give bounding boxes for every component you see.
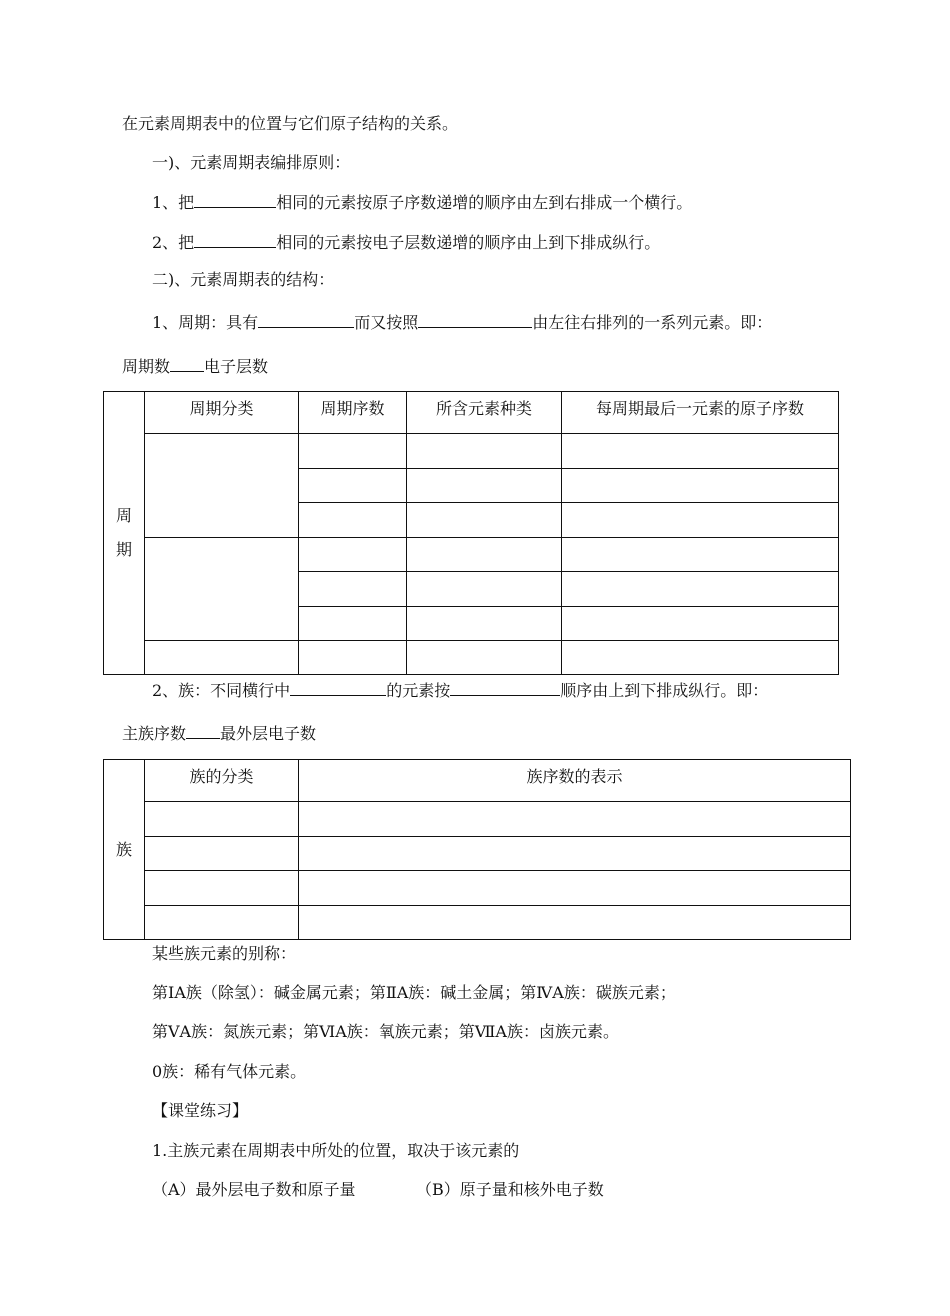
group-cell[interactable] [145,906,299,940]
period-cell[interactable] [562,572,839,607]
group-side-label: 族 [115,839,132,859]
period-cell[interactable] [407,469,562,503]
group-blank-2[interactable] [450,679,560,696]
period-cell[interactable] [299,469,407,503]
period-cell[interactable] [299,503,407,538]
period-cell[interactable] [407,572,562,607]
period-class-cell[interactable] [145,641,299,675]
rule2-prefix: 2、把 [152,233,195,252]
period-side-label: 周期 [115,506,132,559]
group-header-notation: 族序数的表示 [299,760,851,802]
period-header-last-atomic-number: 每周期最后一元素的原子序数 [562,392,839,434]
period-header-number: 周期序数 [299,392,407,434]
period-eq-blank[interactable] [170,355,204,372]
period-cell[interactable] [562,538,839,572]
rule1-blank[interactable] [194,191,276,208]
intro-text: 在元素周期表中的位置与它们原子结构的关系。 [122,114,459,133]
group-equation [122,722,316,744]
group-eq-right: 最外层电子数 [220,724,317,743]
period-def-part-a: 1、周期：具有 [152,313,259,332]
period-cell[interactable] [562,503,839,538]
period-cell[interactable] [562,641,839,675]
period-definition-line [152,311,772,333]
group-eq-blank[interactable] [186,722,220,739]
period-class-cell[interactable] [145,538,299,641]
group-cell[interactable] [299,906,851,940]
section2-heading: 二)、元素周期表的结构： [152,270,335,289]
period-cell[interactable] [562,469,839,503]
group-cell[interactable] [145,802,299,837]
period-cell[interactable] [407,538,562,572]
period-blank-2[interactable] [418,311,532,328]
period-side-cell [104,392,145,675]
group-cell[interactable] [299,802,851,837]
period-def-part-c: 由左往右排列的一系列元素。即： [532,313,773,332]
rule1-prefix: 1、把 [152,193,195,212]
period-cell[interactable] [299,434,407,469]
rule1-line [152,191,692,213]
practice-question-1: 1.主族元素在周期表中所处的位置，取决于该元素的 [152,1141,520,1160]
practice-option-a[interactable]: （A）最外层电子数和原子量 [152,1180,356,1199]
period-class-cell[interactable] [145,434,299,538]
period-blank-1[interactable] [258,311,354,328]
rule2-suffix: 相同的元素按电子层数递增的顺序由上到下排成纵行。 [276,233,661,252]
group-header-classification: 族的分类 [145,760,299,802]
rule1-suffix: 相同的元素按原子序数递增的顺序由左到右排成一个横行。 [276,193,693,212]
period-equation [122,355,268,377]
group-def-part-b: 的元素按 [386,681,451,700]
group-cell[interactable] [299,837,851,871]
period-cell[interactable] [562,607,839,641]
group-cell[interactable] [145,837,299,871]
period-cell[interactable] [562,434,839,469]
period-cell[interactable] [299,641,407,675]
period-cell[interactable] [299,572,407,607]
rule2-blank[interactable] [194,231,276,248]
group-side-cell [104,760,145,940]
group-cell[interactable] [145,871,299,906]
period-cell[interactable] [407,503,562,538]
aliases-line-3: 0族：稀有气体元素。 [152,1062,307,1081]
period-cell[interactable] [407,641,562,675]
aliases-line-1: 第ⅠA族（除氢）：碱金属元素；第ⅡA族：碱土金属；第ⅣA族：碳族元素； [152,983,676,1002]
group-def-part-a: 2、族：不同横行中 [152,681,291,700]
section1-heading: 一)、元素周期表编排原则： [152,153,351,172]
period-eq-left: 周期数 [122,357,171,376]
aliases-line-2: 第ⅤA族：氮族元素；第ⅥA族：氧族元素；第ⅦA族：卤族元素。 [152,1022,619,1041]
period-cell[interactable] [407,434,562,469]
group-blank-1[interactable] [290,679,386,696]
aliases-heading: 某些族元素的别称： [152,944,297,963]
period-def-part-b: 而又按照 [354,313,419,332]
group-eq-left: 主族序数 [122,724,187,743]
period-header-classification: 周期分类 [145,392,299,434]
practice-option-b[interactable]: （B）原子量和核外电子数 [416,1180,604,1199]
group-cell[interactable] [299,871,851,906]
period-header-element-count: 所含元素种类 [407,392,562,434]
period-table [103,391,839,675]
period-cell[interactable] [299,607,407,641]
period-cell[interactable] [407,607,562,641]
group-def-part-c: 顺序由上到下排成纵行。即： [560,681,769,700]
period-cell[interactable] [299,538,407,572]
group-definition-line [152,679,768,701]
group-table [103,759,851,940]
rule2-line [152,231,660,253]
practice-heading: 【课堂练习】 [152,1101,249,1120]
period-eq-right: 电子层数 [204,357,269,376]
